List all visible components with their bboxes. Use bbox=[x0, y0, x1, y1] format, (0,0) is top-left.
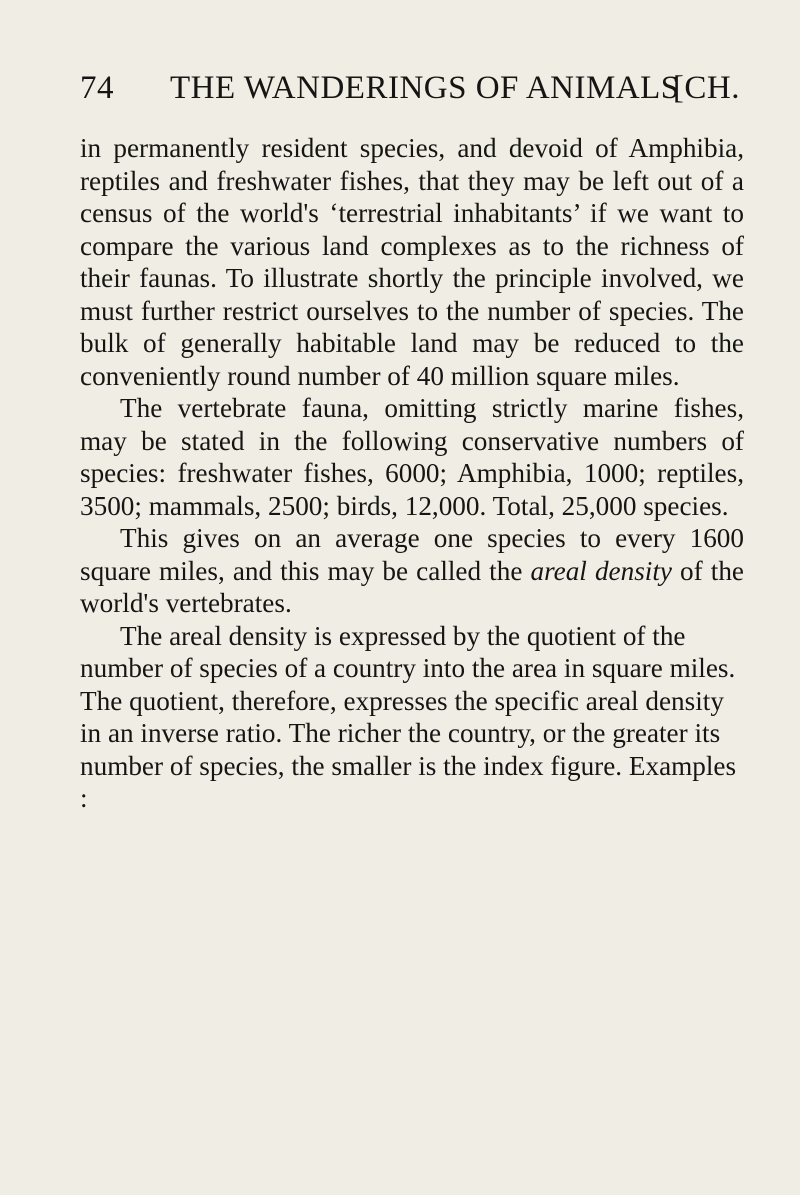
running-title: THE WANDERINGS OF ANIMALS bbox=[170, 70, 680, 106]
paragraph-3-before: This gives on an average one species to every 1600 square miles, and this may be called the bbox=[80, 523, 744, 586]
page-number: 74 bbox=[80, 70, 114, 106]
running-head bbox=[80, 70, 740, 118]
paragraph-3-after: of the world's vertebrates. bbox=[80, 555, 745, 618]
chapter-mark: [CH. bbox=[672, 70, 740, 106]
paragraph-2: The vertebrate fauna, omitting strictly marine fishes, may be stated in the following conservative numbers of species: freshwater fishes, 6000; Amphibia, 1000; reptiles, 3500; mammals, 2500; birds, 12,000. Total, 25,000 species. bbox=[80, 393, 744, 521]
body-text bbox=[80, 132, 744, 815]
paragraph-1: in permanently resident species, and devoid of Amphibia, reptiles and freshwater fishes, that they may be left out of a census of the world's ‘terrestrial inhabitants’ if we want to compare the various land complexes as to the richness of their faunas. To illustrate shortly the principle involved, we must further restrict ourselves to the number of species. The bulk of generally habitable land may be reduced to the conveniently round number of 40 million square miles. bbox=[80, 133, 744, 391]
paragraph-4: The areal density is expressed by the quotient of the number of species of a country into the area in square miles. The quotient, therefore, expresses the specific areal density in an inverse ratio. The richer the country, or the greater its number of species, the smaller is the index figure. Examples : bbox=[80, 620, 737, 813]
areal-density-term: areal density bbox=[530, 555, 672, 586]
paragraph-3 bbox=[80, 522, 744, 620]
